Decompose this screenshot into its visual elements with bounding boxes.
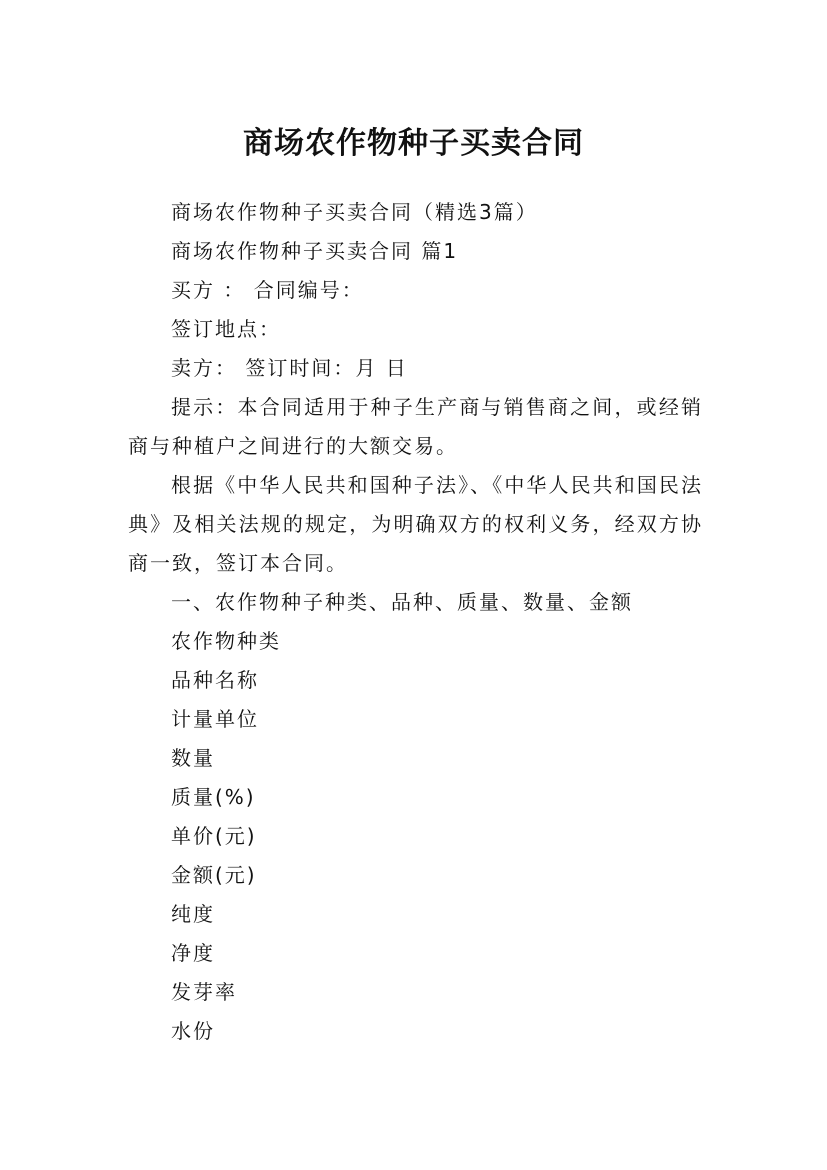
- field-purity: 纯度: [171, 902, 215, 926]
- paragraph-signing-place: 签订地点：: [171, 317, 281, 341]
- paragraph-buyer-contract-number: 买方 ： 合同编号：: [171, 278, 364, 302]
- field-unit: 计量单位: [171, 707, 259, 731]
- field-unit-price: 单价(元): [171, 824, 257, 848]
- document-body: [128, 193, 703, 1051]
- field-germination-rate: 发芽率: [171, 980, 237, 1004]
- paragraph-collection-title: 商场农作物种子买卖合同（精选3篇）: [171, 200, 538, 224]
- field-cleanliness: 净度: [171, 941, 215, 965]
- field-crop-type: 农作物种类: [171, 629, 281, 653]
- document-title: 商场农作物种子买卖合同: [243, 126, 584, 162]
- field-moisture: 水份: [171, 1019, 215, 1043]
- paragraph-seller-signing-time: 卖方： 签订时间：月 日: [171, 356, 408, 380]
- field-amount: 金额(元): [171, 863, 257, 887]
- field-quality: 质量(%): [171, 785, 256, 809]
- paragraph-legal-basis: 根据《中华人民共和国种子法》、《中华人民共和国民法典》及相关法规的规定，为明确双方的权利义务，经双方协商一致，签订本合同。: [128, 473, 703, 575]
- paragraph-tip: 提示：本合同适用于种子生产商与销售商之间，或经销商与种植户之间进行的大额交易。: [128, 395, 703, 458]
- paragraph-contract-heading: 商场农作物种子买卖合同 篇1: [171, 239, 459, 263]
- field-variety-name: 品种名称: [171, 668, 259, 692]
- field-quantity: 数量: [171, 746, 215, 770]
- section-heading-1: 一、农作物种子种类、品种、质量、数量、金额: [171, 590, 633, 614]
